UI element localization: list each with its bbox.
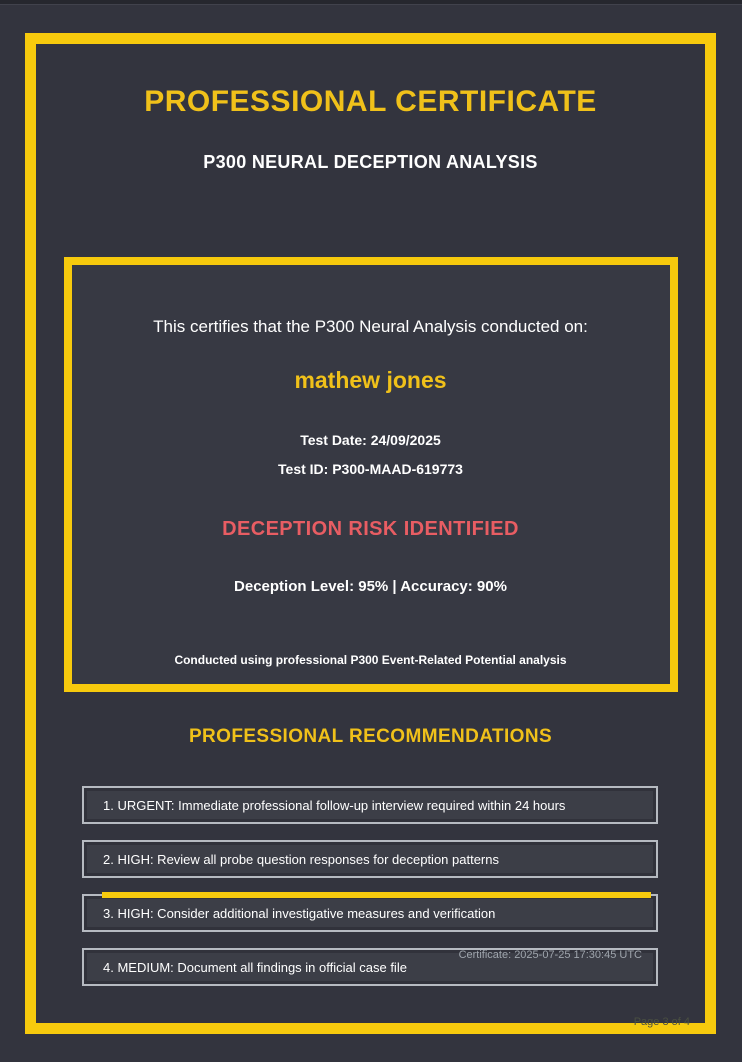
subject-name: mathew jones (294, 367, 447, 393)
recommendations-list (82, 786, 658, 986)
certificate-inner-panel (64, 257, 678, 692)
certificate-timestamp: Certificate: 2025-07-25 17:30:45 UTC (458, 949, 642, 961)
recommendation-text: 2. HIGH: Review all probe question responses for deception patterns (103, 851, 499, 867)
recommendations-heading: PROFESSIONAL RECOMMENDATIONS (188, 726, 553, 747)
certificate-outer-border (25, 33, 716, 1034)
certificate-page (36, 44, 705, 1023)
page-subtitle: P300 NEURAL DECEPTION ANALYSIS (203, 152, 538, 172)
recommendation-item (82, 786, 658, 824)
deception-metrics: Deception Level: 95% | Accuracy: 90% (234, 578, 507, 595)
recommendation-text: 4. MEDIUM: Document all findings in official case file (103, 959, 407, 975)
certify-intro-text: This certifies that the P300 Neural Analysis conducted on: (153, 317, 588, 336)
test-id: Test ID: P300-MAAD-619773 (278, 461, 463, 477)
recommendation-item (82, 948, 658, 986)
recommendation-text: 1. URGENT: Immediate professional follow-up interview required within 24 hours (103, 797, 566, 813)
yellow-accent-bar (102, 892, 651, 898)
recommendation-item (82, 894, 658, 932)
page-number: Page 3 of 4 (633, 1016, 690, 1028)
page-top-edge (0, 0, 742, 5)
analysis-method-note: Conducted using professional P300 Event-Related Potential analysis (174, 653, 567, 667)
recommendation-text: 3. HIGH: Consider additional investigative measures and verification (103, 905, 496, 921)
recommendation-item (82, 840, 658, 878)
deception-result-label: DECEPTION RISK IDENTIFIED (222, 518, 519, 540)
test-date: Test Date: 24/09/2025 (300, 432, 441, 448)
page-title: PROFESSIONAL CERTIFICATE (144, 85, 597, 118)
